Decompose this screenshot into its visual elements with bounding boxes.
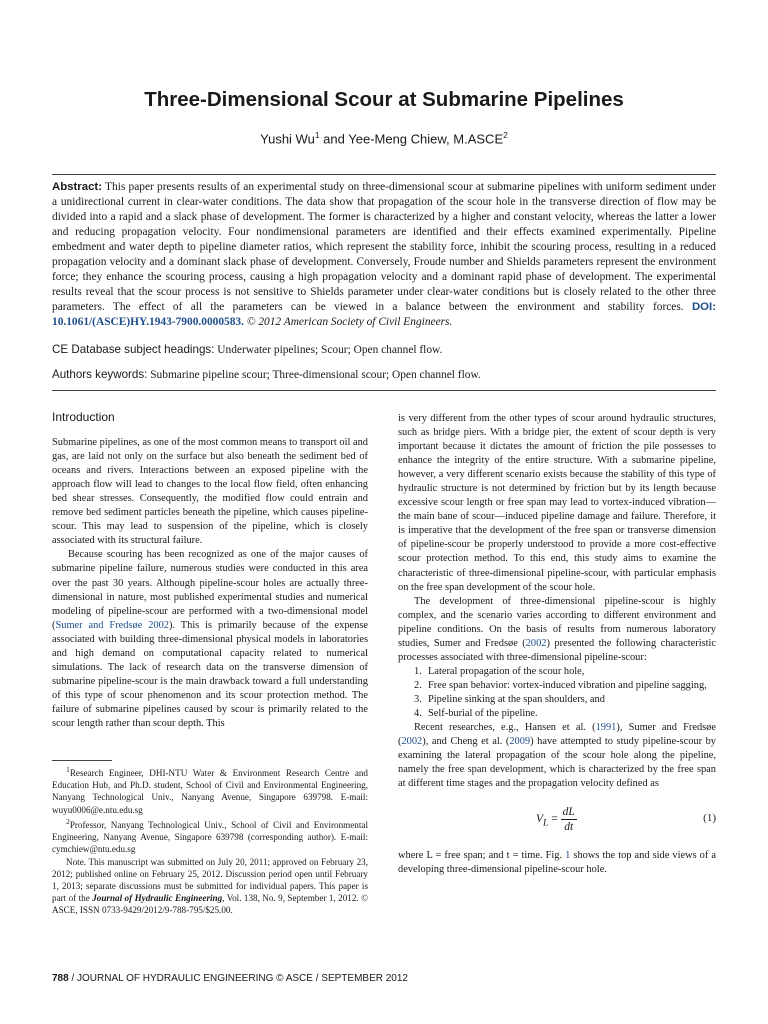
- list-item: [398, 665, 716, 679]
- equation-lhs: V: [536, 813, 544, 826]
- author-1-affiliation-mark: 1: [314, 130, 320, 140]
- equation-equals: =: [548, 813, 561, 826]
- paper-title: Three-Dimensional Scour at Submarine Pipelines: [144, 88, 624, 111]
- paragraph-text: Because scouring has been recognized as one of the major causes of submarine pipeline failure, numerous studies were conducted in this area over the past 30 years. Although pipeline-scour holes are actually three-dimensional in nature, most published experimental studies and numerical modeling of pipeline-scour are performed with a two-dimensional model (: [52, 549, 368, 631]
- author-line: [0, 130, 768, 146]
- citation-link[interactable]: 2002: [401, 736, 423, 748]
- citation-link[interactable]: 2002: [525, 637, 547, 649]
- section-heading-introduction: Introduction: [52, 410, 115, 424]
- equation-numerator: dL: [561, 805, 577, 820]
- author-keywords-text: Submarine pipeline scour; Three-dimensional scour; Open channel flow.: [147, 369, 481, 381]
- footnote-mark: 2: [66, 816, 70, 826]
- footnote-rule: [52, 760, 112, 761]
- author-2: Yee-Meng Chiew, M.ASCE: [348, 131, 504, 147]
- list-number: 3.: [414, 693, 422, 705]
- intro-paragraph-5: [398, 721, 716, 791]
- abstract-label: Abstract:: [52, 181, 103, 193]
- author-connector: and: [319, 131, 349, 147]
- author-1: Yushi Wu: [260, 131, 315, 147]
- list-text: Self-burial of the pipeline.: [428, 707, 538, 719]
- note-text: , Vol. 138, No. 9, September 1, 2012. © ASCE, ISSN 0733-9429/2012/9-788-795/$25.00.: [52, 893, 369, 916]
- list-number: 4.: [414, 707, 422, 719]
- left-column: [52, 410, 368, 731]
- page-footer: [52, 973, 408, 984]
- keywords-bottom-rule: [52, 390, 716, 391]
- abstract-text: This paper presents results of an experimental study on three-dimensional scour at submarine pipelines with uniform sediment under a unidirectional current in clear-water conditions. The data show that propagation of the scour hole in the transverse direction of flow may be divided into a rapid and a slack phase of development. The former is characterized by a higher and constant velocity, whereas the latter a lower and reducing propagation velocity. Four nondimensional parameters are identified and their effects examined experimentally. Pipeline embedment and water depth to pipeline diameter ratios, which represent the stability force, inhibit the scouring process, resulting in a reduced propagation velocity and a dominant slack phase of development. Conversely, Froude number and Shields parameters represent the environment force; they enhance the scouring process, causing a high propagation velocity and a dominant rapid phase of development. The experimental results reveal that the scour process is not sensitive to Shields parameter under clear-water conditions but is closely related to the other three parameters. The effect of all the parameters can be viewed in a balance between the environment and stability forces.: [52, 181, 716, 313]
- doi-label: DOI:: [691, 300, 716, 313]
- subject-headings: [52, 343, 716, 356]
- equation-denominator: dt: [564, 821, 574, 834]
- footnote-text: Research Engineer, DHI-NTU Water & Environment Research Centre and Education Hub, and Ph.D. student, School of Civil and Environmental Engineering, Nanyang Technological Univ., Nanyang Avenue, Singapore 639798. E-mail: wuyu0006@e.ntu.edu.sg: [52, 768, 368, 815]
- author-keywords: [52, 368, 716, 381]
- author-keywords-label: Authors keywords:: [52, 368, 148, 381]
- intro-paragraph-2: [52, 548, 368, 731]
- intro-paragraph-6: [398, 849, 716, 877]
- footnote-mark: 1: [66, 765, 70, 774]
- list-text: Free span behavior: vortex-induced vibration and pipeline sagging,: [428, 679, 707, 691]
- abstract: [52, 180, 716, 330]
- intro-paragraph-4: [398, 595, 716, 665]
- list-text: Pipeline sinking at the span shoulders, and: [428, 693, 605, 705]
- list-item: [398, 679, 716, 693]
- copyright-notice: © 2012 American Society of Civil Engineers.: [243, 315, 453, 328]
- citation-link[interactable]: 2009: [509, 736, 531, 748]
- note-text: Note. This manuscript was submitted on July 20, 2011; approved on February 23, 2012; published online on February 25, 2012. Discussion period open until February 1, 2013; separate discussions must be submitted for individual papers. This paper is part of the: [52, 856, 368, 904]
- paragraph-text: where L = free span; and t = time. Fig.: [398, 850, 566, 862]
- equation-number: (1): [703, 812, 716, 825]
- paragraph-text: ), and Cheng et al. (: [422, 736, 510, 748]
- subject-headings-text: Underwater pipelines; Scour; Open channel flow.: [214, 344, 443, 356]
- intro-paragraph-1: Submarine pipelines, as one of the most common means to transport oil and gas, are laid not only on the surface but also beneath the sediment bed of oceans and rivers. Interactions between an exposed pipeline with the approach flow will lead to changes to the local flow field, often enhancing bed shear stresses. Consequently, the modified flow could entrain and remove bed sediment particles beneath the pipeline, which causes pipeline-scour. This may lead to suspension of the pipeline, which is closely associated with its structural failure.: [52, 437, 368, 547]
- footnote-text: Professor, Nanyang Technological Univ., School of Civil and Environmental Engineering, Nanyang Avenue, Singapore 639798 (corresponding author). E-mail: cymchiew@ntu.edu.sg: [52, 819, 368, 855]
- footer-journal: / JOURNAL OF HYDRAULIC ENGINEERING © ASCE / SEPTEMBER 2012: [68, 973, 408, 984]
- footnote-2: [52, 816, 368, 856]
- equation-fraction: [561, 805, 577, 834]
- abstract-top-rule: [52, 174, 716, 175]
- list-item: [398, 707, 716, 721]
- list-number: 2.: [414, 679, 422, 691]
- footnote-1: [52, 764, 368, 816]
- list-number: 1.: [414, 665, 422, 677]
- paragraph-text: ) presented the following characteristic processes associated with three-dimensional pipeline-scour:: [398, 637, 717, 663]
- page-number: 788: [52, 973, 69, 984]
- process-list: [398, 665, 716, 721]
- subject-headings-label: CE Database subject headings:: [52, 343, 215, 356]
- journal-name: Journal of Hydraulic Engineering: [92, 893, 223, 904]
- doi-link[interactable]: 10.1061/(ASCE)HY.1943-7900.0000583.: [52, 315, 244, 328]
- equation-expression: [536, 805, 577, 834]
- citation-link[interactable]: 1991: [595, 722, 617, 734]
- list-text: Lateral propagation of the scour hole,: [428, 665, 585, 677]
- paragraph-text: ) have attempted to study pipeline-scour by examining the lateral propagation of the scour hole along the pipeline, namely the free span development, which is characterized by the free span at different time stages and the propagation velocity defined as: [398, 736, 717, 790]
- list-item: [398, 693, 716, 707]
- equation-subscript: L: [543, 817, 549, 829]
- right-column: [398, 412, 716, 877]
- submission-note: [52, 856, 368, 917]
- paragraph-text: shows the top and side views of a developing three-dimensional pipeline-scour hole.: [398, 850, 717, 876]
- citation-link[interactable]: Sumer and Fredsøe 2002: [55, 619, 169, 631]
- equation-1: [398, 791, 716, 849]
- figure-link[interactable]: 1: [565, 850, 571, 862]
- paragraph-text: Recent researches, e.g., Hansen et al. (: [414, 722, 596, 734]
- paragraph-text: ), Sumer and Fredsøe (: [398, 722, 716, 748]
- footnotes: [52, 764, 368, 917]
- intro-paragraph-3: is very different from the other types of scour around hydraulic structures, such as bridge piers. With a bridge pier, the extent of scour depth is very important because it dictates the amount of friction the pile possesses to enhance the integrity of the entire structure. With a submarine pipeline, however, a very different scenario exists because the stability of this type of hydraulic structure is not determined by friction but by its length because excessive scour length or free span may lead to vortex-induced vibration—the main bane of scour—induced pipeline damage and failure. Therefore, it is imperative that the development of the free span or transverse dimension of pipeline-scour be properly understood to provide a more cost-effective scour protection method. To this end, this study aims to examine the characteristic of three-dimensional pipeline-scour, with particular emphasis on the free span development of the scour hole.: [398, 413, 716, 593]
- paragraph-text: The development of three-dimensional pipeline-scour is highly complex, and the scenario varies according to different environment and pipeline conditions. On the basis of results from numerous laboratory studies, Sumer and Fredsøe (: [398, 595, 716, 649]
- author-2-affiliation-mark: 2: [503, 130, 508, 140]
- paragraph-text: ). This is primarily because of the expense associated with building three-dimensional physical models in laboratories and high demand on computational capacity related to numerical simulations. The lack of research data on the transverse dimension of submarine pipeline-scour is the main drawback toward a full understanding of this type of scour phenomenon and its scour protection method. The failure of submarine pipelines caused by scour is primarily related to the scour length rather than scour depth. This: [52, 619, 368, 729]
